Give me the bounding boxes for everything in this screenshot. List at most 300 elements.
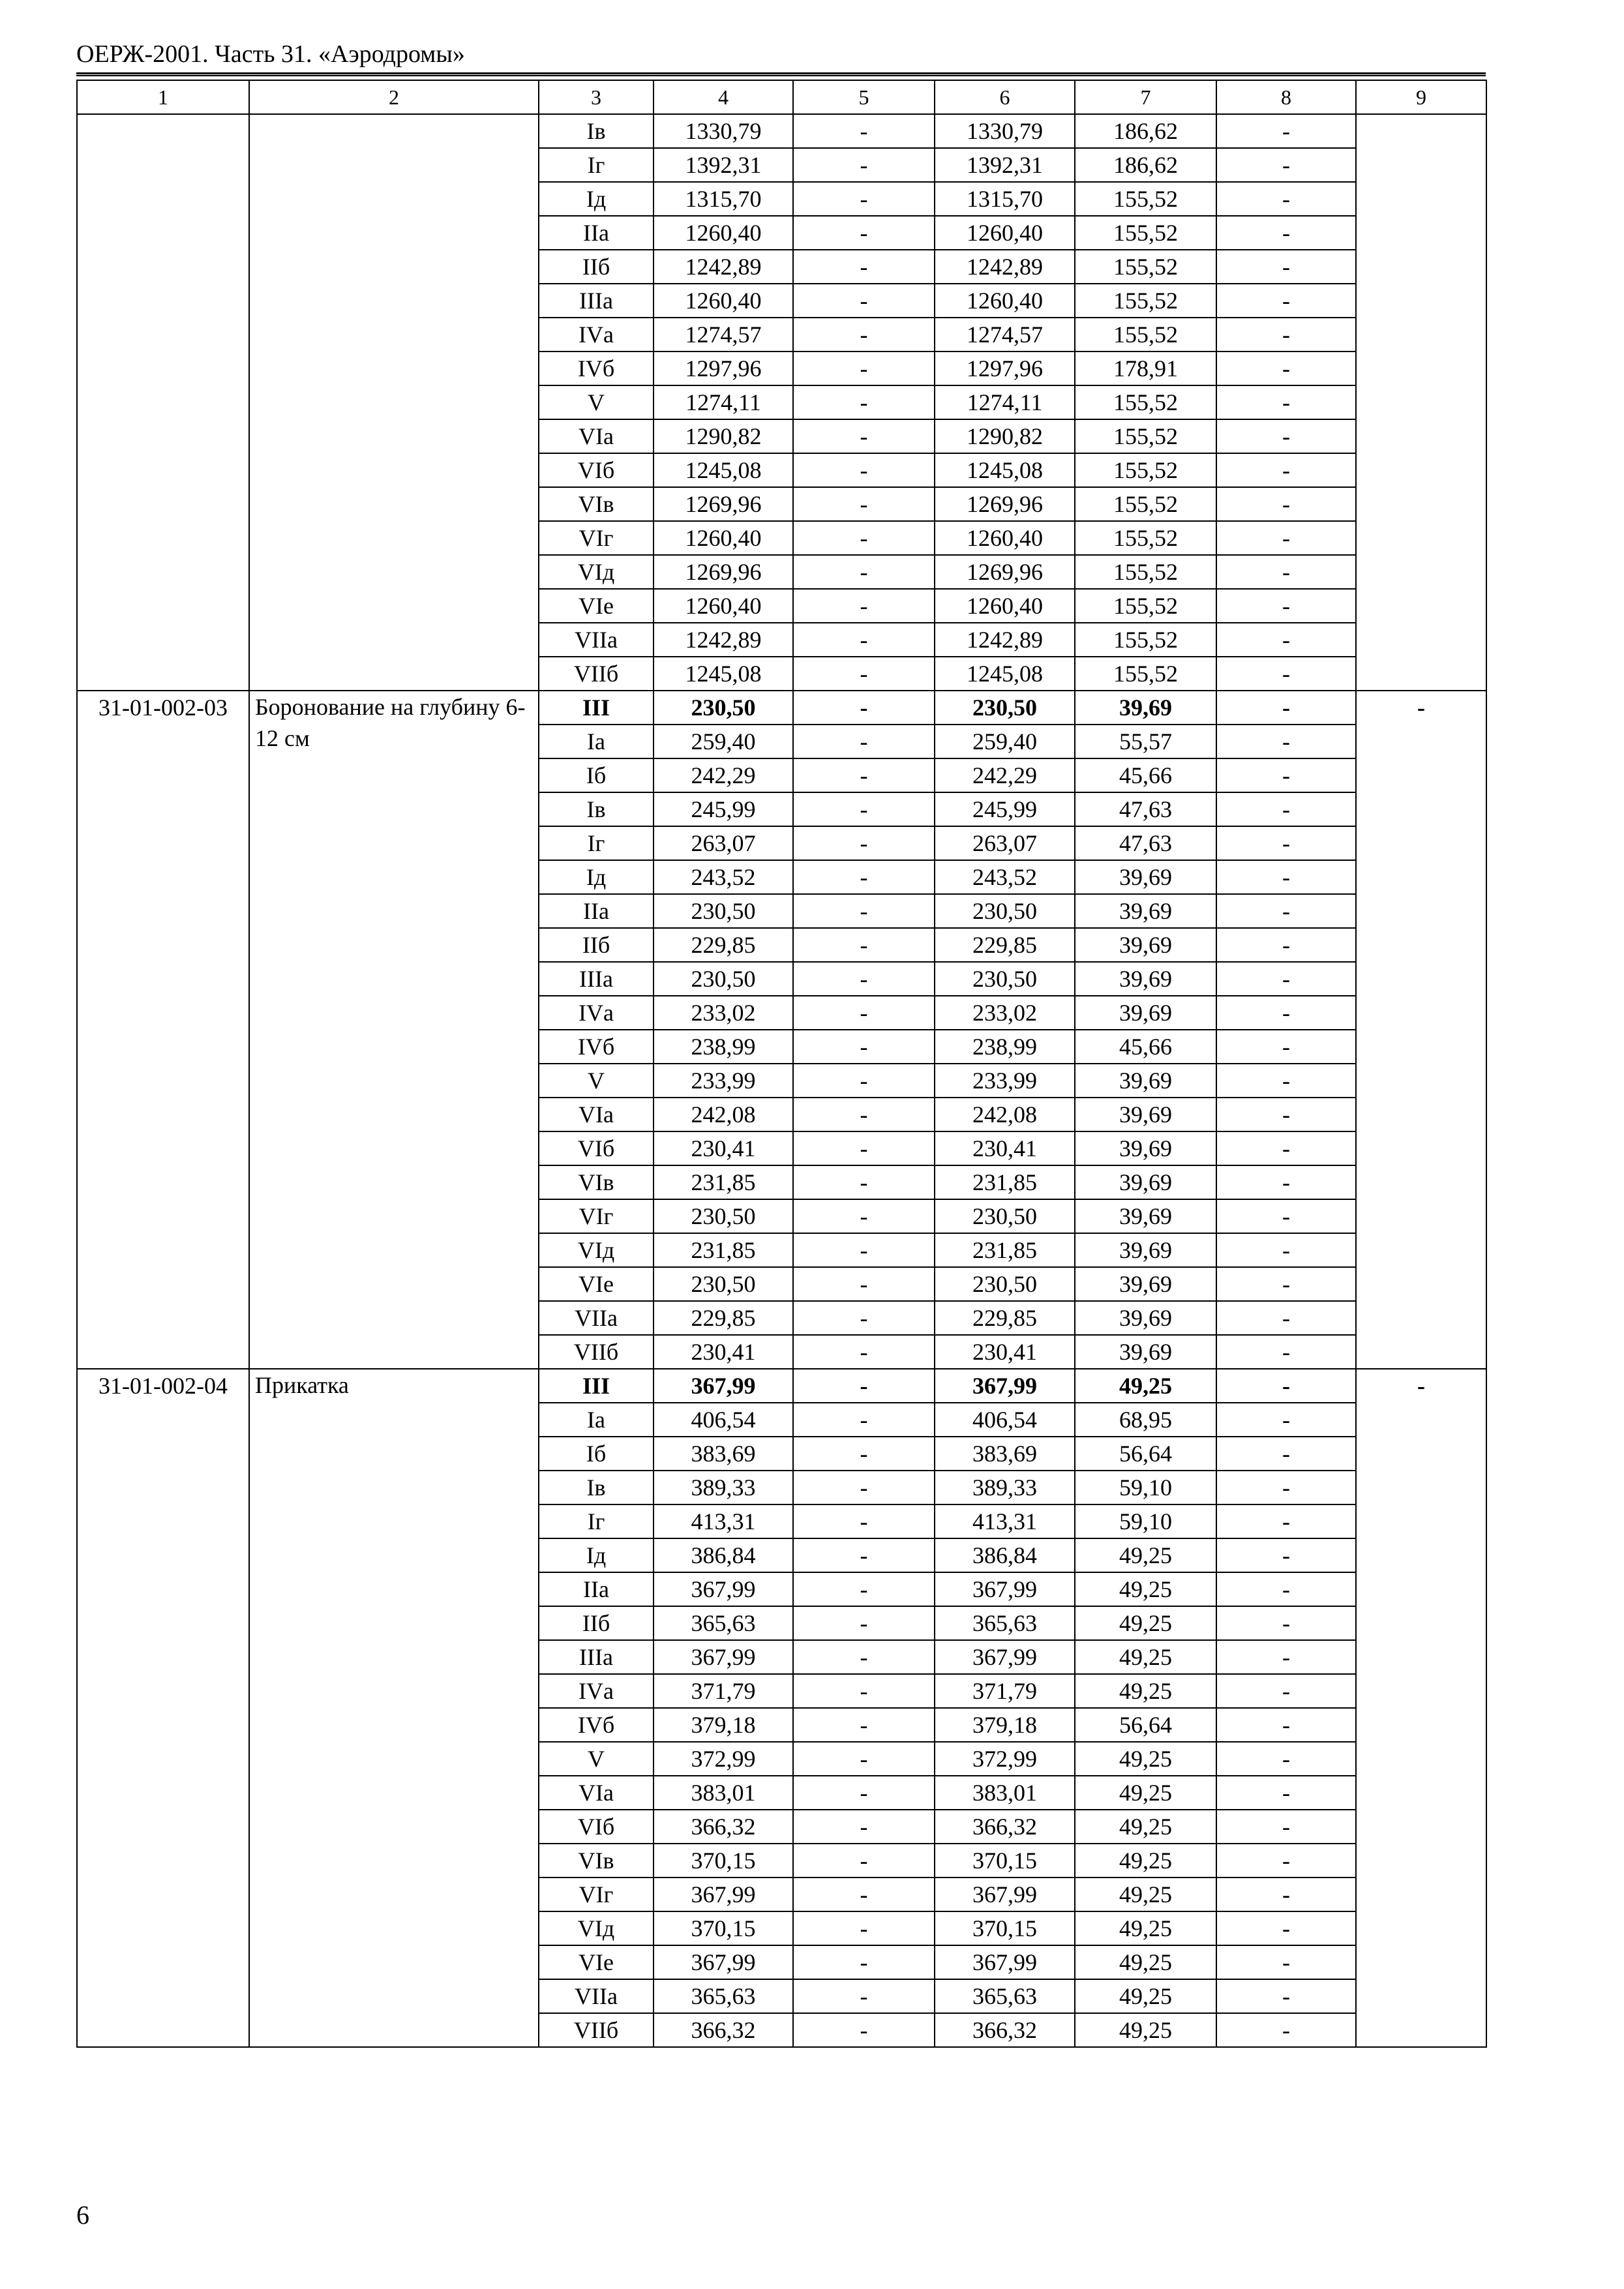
value-cell: 233,02 xyxy=(654,996,793,1030)
value-cell: - xyxy=(793,1199,935,1233)
value-cell: - xyxy=(793,894,935,928)
value-cell: 39,69 xyxy=(1075,1064,1216,1098)
value-cell: 230,50 xyxy=(654,962,793,996)
value-cell: - xyxy=(793,318,935,352)
value-cell: 242,08 xyxy=(654,1098,793,1131)
value-cell: - xyxy=(793,1878,935,1911)
zone-cell: Iб xyxy=(539,1437,654,1471)
value-cell: 1242,89 xyxy=(935,250,1075,284)
value-cell: - xyxy=(793,1572,935,1606)
value-cell: 155,52 xyxy=(1075,284,1216,318)
value-cell: - xyxy=(1216,928,1356,962)
value-cell: - xyxy=(793,148,935,182)
zone-cell: IIб xyxy=(539,250,654,284)
column-number-row xyxy=(77,80,1486,114)
value-cell: - xyxy=(1216,318,1356,352)
value-cell: 39,69 xyxy=(1075,1267,1216,1301)
value-cell: 155,52 xyxy=(1075,385,1216,419)
value-cell: 59,10 xyxy=(1075,1504,1216,1538)
value-cell: - xyxy=(1216,1674,1356,1708)
value-cell: 155,52 xyxy=(1075,589,1216,623)
zone-cell: VIб xyxy=(539,1810,654,1844)
column-header: 4 xyxy=(654,80,793,114)
column-header: 1 xyxy=(77,80,249,114)
value-cell: 39,69 xyxy=(1075,962,1216,996)
value-cell: 230,41 xyxy=(935,1335,1075,1369)
value-cell: 39,69 xyxy=(1075,928,1216,962)
table-row xyxy=(77,691,1486,725)
value-cell: 155,52 xyxy=(1075,623,1216,657)
value-cell: 1330,79 xyxy=(654,114,793,148)
rate-code-cell: 31-01-002-04 xyxy=(77,1369,249,2047)
value-cell: - xyxy=(1216,148,1356,182)
value-cell: 1260,40 xyxy=(654,284,793,318)
value-cell: - xyxy=(793,114,935,148)
page-header-title: ОЕРЖ-2001. Часть 31. «Аэродромы» xyxy=(76,40,465,68)
value-cell: - xyxy=(793,2013,935,2047)
value-cell: 155,52 xyxy=(1075,657,1216,691)
value-cell: 367,99 xyxy=(654,1878,793,1911)
zone-cell: VIа xyxy=(539,419,654,453)
value-cell: - xyxy=(793,962,935,996)
value-cell: - xyxy=(793,182,935,216)
value-cell: 155,52 xyxy=(1075,318,1216,352)
zone-cell: VIв xyxy=(539,1844,654,1878)
work-name-cell xyxy=(249,114,539,691)
value-cell: - xyxy=(793,284,935,318)
value-cell: - xyxy=(1216,1437,1356,1471)
value-cell: 389,33 xyxy=(654,1471,793,1504)
value-cell: 68,95 xyxy=(1075,1403,1216,1437)
zone-cell: IVб xyxy=(539,352,654,385)
value-cell: - xyxy=(793,928,935,962)
value-cell: - xyxy=(1216,792,1356,826)
value-cell: 49,25 xyxy=(1075,1776,1216,1810)
rates-table xyxy=(76,80,1487,2048)
value-cell: 231,85 xyxy=(654,1233,793,1267)
value-cell: - xyxy=(793,1504,935,1538)
value-cell: 367,99 xyxy=(935,1878,1075,1911)
value-cell: - xyxy=(1216,691,1356,725)
zone-cell: VIд xyxy=(539,555,654,589)
value-cell: 379,18 xyxy=(935,1708,1075,1742)
column-header: 7 xyxy=(1075,80,1216,114)
value-cell: 259,40 xyxy=(935,725,1075,758)
zone-cell: V xyxy=(539,385,654,419)
value-cell: - xyxy=(1216,1504,1356,1538)
value-cell: 1315,70 xyxy=(935,182,1075,216)
value-cell: - xyxy=(793,1369,935,1403)
value-cell: 1245,08 xyxy=(935,657,1075,691)
zone-cell: VIIа xyxy=(539,623,654,657)
zone-cell: IIIа xyxy=(539,1640,654,1674)
value-cell: 242,08 xyxy=(935,1098,1075,1131)
value-cell: 56,64 xyxy=(1075,1708,1216,1742)
value-cell: 259,40 xyxy=(654,725,793,758)
value-cell: - xyxy=(793,691,935,725)
column-header: 2 xyxy=(249,80,539,114)
value-cell: 49,25 xyxy=(1075,1945,1216,1979)
value-cell: 379,18 xyxy=(654,1708,793,1742)
value-cell: 370,15 xyxy=(654,1911,793,1945)
value-cell: 1274,11 xyxy=(935,385,1075,419)
zone-cell: VIг xyxy=(539,1878,654,1911)
value-cell: 49,25 xyxy=(1075,2013,1216,2047)
value-cell: - xyxy=(793,623,935,657)
value-cell: 413,31 xyxy=(654,1504,793,1538)
value-cell: 1290,82 xyxy=(654,419,793,453)
value-cell: 49,25 xyxy=(1075,1911,1216,1945)
value-cell: 39,69 xyxy=(1075,691,1216,725)
zone-cell: VIIа xyxy=(539,1979,654,2013)
value-cell: 1260,40 xyxy=(654,521,793,555)
value-cell: 1274,57 xyxy=(935,318,1075,352)
value-cell: - xyxy=(1216,1064,1356,1098)
value-cell: 367,99 xyxy=(654,1945,793,1979)
value-cell: 39,69 xyxy=(1075,1335,1216,1369)
value-cell: - xyxy=(793,725,935,758)
value-cell: - xyxy=(1216,1165,1356,1199)
value-cell: - xyxy=(793,1165,935,1199)
value-cell: 370,15 xyxy=(654,1844,793,1878)
value-cell: - xyxy=(1216,2013,1356,2047)
value-cell: - xyxy=(1216,894,1356,928)
zone-cell: VIб xyxy=(539,1131,654,1165)
value-cell: 39,69 xyxy=(1075,1199,1216,1233)
zone-cell: VIб xyxy=(539,453,654,487)
zone-cell: VIг xyxy=(539,521,654,555)
value-cell: - xyxy=(1216,1403,1356,1437)
value-cell: 55,57 xyxy=(1075,725,1216,758)
value-cell: - xyxy=(1216,1708,1356,1742)
zone-cell: Iд xyxy=(539,182,654,216)
column-header: 5 xyxy=(793,80,935,114)
zone-cell: IVа xyxy=(539,1674,654,1708)
value-cell: 1297,96 xyxy=(935,352,1075,385)
value-cell: - xyxy=(793,1403,935,1437)
value-cell: - xyxy=(1216,1335,1356,1369)
value-cell: 1269,96 xyxy=(654,487,793,521)
value-cell: 238,99 xyxy=(654,1030,793,1064)
value-cell: 1274,57 xyxy=(654,318,793,352)
zone-cell: VIе xyxy=(539,1267,654,1301)
value-cell: - xyxy=(793,996,935,1030)
value-cell: 155,52 xyxy=(1075,419,1216,453)
value-cell: - xyxy=(793,1437,935,1471)
value-cell: - xyxy=(793,250,935,284)
zone-cell: VIг xyxy=(539,1199,654,1233)
value-cell: - xyxy=(1216,1878,1356,1911)
value-cell: 1297,96 xyxy=(654,352,793,385)
column-header: 3 xyxy=(539,80,654,114)
zone-cell: VIв xyxy=(539,1165,654,1199)
value-cell: 233,02 xyxy=(935,996,1075,1030)
value-cell: 1242,89 xyxy=(935,623,1075,657)
value-cell: - xyxy=(793,792,935,826)
value-cell: 1269,96 xyxy=(935,555,1075,589)
zone-cell: VIе xyxy=(539,1945,654,1979)
value-cell: - xyxy=(1216,1471,1356,1504)
value-cell: - xyxy=(793,1064,935,1098)
zone-cell: Iа xyxy=(539,1403,654,1437)
value-cell: 1260,40 xyxy=(654,216,793,250)
value-cell: - xyxy=(1216,962,1356,996)
value-cell: - xyxy=(1216,1369,1356,1403)
value-cell: 1290,82 xyxy=(935,419,1075,453)
value-cell: 365,63 xyxy=(935,1979,1075,2013)
zone-cell: IIа xyxy=(539,894,654,928)
zone-cell: Iг xyxy=(539,148,654,182)
value-cell: - xyxy=(793,860,935,894)
table-row xyxy=(77,114,1486,148)
value-cell: - xyxy=(793,758,935,792)
value-cell: - xyxy=(1216,1776,1356,1810)
value-cell: - xyxy=(1216,623,1356,657)
value-cell: - xyxy=(793,1538,935,1572)
value-cell: 59,10 xyxy=(1075,1471,1216,1504)
value-cell: 49,25 xyxy=(1075,1606,1216,1640)
value-cell: - xyxy=(1216,352,1356,385)
value-cell: 39,69 xyxy=(1075,1301,1216,1335)
value-cell: - xyxy=(793,589,935,623)
value-cell: 366,32 xyxy=(935,2013,1075,2047)
value-cell: - xyxy=(1216,1572,1356,1606)
value-cell: 56,64 xyxy=(1075,1437,1216,1471)
value-cell: - xyxy=(1216,725,1356,758)
value-cell: 366,32 xyxy=(654,2013,793,2047)
value-cell: - xyxy=(1216,216,1356,250)
zone-cell: Iб xyxy=(539,758,654,792)
value-cell: - xyxy=(793,1030,935,1064)
value-cell: 365,63 xyxy=(654,1979,793,2013)
value-cell: - xyxy=(1216,1267,1356,1301)
value-cell: - xyxy=(1216,1844,1356,1878)
work-name-cell: Прикатка xyxy=(249,1369,539,2047)
value-cell: 1260,40 xyxy=(935,521,1075,555)
zone-cell: III xyxy=(539,1369,654,1403)
value-cell: 1245,08 xyxy=(654,453,793,487)
value-cell: 242,29 xyxy=(654,758,793,792)
value-cell: - xyxy=(793,1776,935,1810)
value-cell: 365,63 xyxy=(935,1606,1075,1640)
value-cell: 245,99 xyxy=(654,792,793,826)
value-cell: 231,85 xyxy=(935,1165,1075,1199)
value-cell: 230,50 xyxy=(654,1267,793,1301)
value-cell: 370,15 xyxy=(935,1911,1075,1945)
zone-cell: III xyxy=(539,691,654,725)
value-cell: - xyxy=(1216,385,1356,419)
value-cell: 1245,08 xyxy=(935,453,1075,487)
value-cell: - xyxy=(1216,250,1356,284)
value-cell: 230,50 xyxy=(935,1267,1075,1301)
value-cell: - xyxy=(793,521,935,555)
value-cell: 47,63 xyxy=(1075,792,1216,826)
column-header: 8 xyxy=(1216,80,1356,114)
value-cell: 366,32 xyxy=(654,1810,793,1844)
value-cell: - xyxy=(1216,826,1356,860)
value-cell: 39,69 xyxy=(1075,894,1216,928)
value-cell: 49,25 xyxy=(1075,1742,1216,1776)
value-cell: 49,25 xyxy=(1075,1538,1216,1572)
zone-cell: Iг xyxy=(539,826,654,860)
column-9-cell xyxy=(1356,114,1486,691)
value-cell: 230,41 xyxy=(654,1335,793,1369)
value-cell: - xyxy=(793,555,935,589)
value-cell: 383,69 xyxy=(935,1437,1075,1471)
value-cell: 243,52 xyxy=(654,860,793,894)
value-cell: - xyxy=(793,487,935,521)
value-cell: - xyxy=(1216,996,1356,1030)
value-cell: 155,52 xyxy=(1075,216,1216,250)
value-cell: 367,99 xyxy=(935,1640,1075,1674)
value-cell: - xyxy=(1216,1030,1356,1064)
value-cell: 366,32 xyxy=(935,1810,1075,1844)
value-cell: 233,99 xyxy=(935,1064,1075,1098)
value-cell: 230,41 xyxy=(654,1131,793,1165)
value-cell: 155,52 xyxy=(1075,182,1216,216)
value-cell: - xyxy=(793,385,935,419)
value-cell: 1260,40 xyxy=(935,284,1075,318)
value-cell: - xyxy=(793,826,935,860)
zone-cell: VIд xyxy=(539,1911,654,1945)
value-cell: 230,50 xyxy=(654,691,793,725)
zone-cell: IVб xyxy=(539,1708,654,1742)
value-cell: - xyxy=(793,1640,935,1674)
value-cell: 230,50 xyxy=(935,962,1075,996)
value-cell: 367,99 xyxy=(654,1369,793,1403)
value-cell: - xyxy=(1216,419,1356,453)
value-cell: - xyxy=(793,1844,935,1878)
zone-cell: VIв xyxy=(539,487,654,521)
value-cell: 386,84 xyxy=(654,1538,793,1572)
value-cell: 155,52 xyxy=(1075,555,1216,589)
value-cell: 367,99 xyxy=(935,1945,1075,1979)
value-cell: 1269,96 xyxy=(654,555,793,589)
value-cell: - xyxy=(793,1335,935,1369)
zone-cell: VIа xyxy=(539,1098,654,1131)
value-cell: 243,52 xyxy=(935,860,1075,894)
value-cell: 49,25 xyxy=(1075,1878,1216,1911)
value-cell: - xyxy=(793,1471,935,1504)
value-cell: - xyxy=(1216,1945,1356,1979)
value-cell: - xyxy=(1216,1233,1356,1267)
value-cell: 413,31 xyxy=(935,1504,1075,1538)
value-cell: 245,99 xyxy=(935,792,1075,826)
value-cell: 1392,31 xyxy=(654,148,793,182)
value-cell: - xyxy=(793,1674,935,1708)
value-cell: 230,50 xyxy=(935,894,1075,928)
value-cell: - xyxy=(793,1911,935,1945)
value-cell: 1245,08 xyxy=(654,657,793,691)
zone-cell: Iд xyxy=(539,1538,654,1572)
value-cell: - xyxy=(1216,1742,1356,1776)
value-cell: 45,66 xyxy=(1075,1030,1216,1064)
value-cell: 155,52 xyxy=(1075,250,1216,284)
value-cell: 49,25 xyxy=(1075,1640,1216,1674)
zone-cell: IIб xyxy=(539,1606,654,1640)
value-cell: 39,69 xyxy=(1075,1131,1216,1165)
value-cell: 230,50 xyxy=(935,1199,1075,1233)
zone-cell: Iд xyxy=(539,860,654,894)
zone-cell: Iа xyxy=(539,725,654,758)
value-cell: 155,52 xyxy=(1075,521,1216,555)
value-cell: 263,07 xyxy=(935,826,1075,860)
value-cell: 230,50 xyxy=(654,1199,793,1233)
value-cell: 383,01 xyxy=(935,1776,1075,1810)
value-cell: 367,99 xyxy=(935,1369,1075,1403)
value-cell: - xyxy=(793,1708,935,1742)
header-rule xyxy=(76,72,1486,76)
value-cell: - xyxy=(793,1301,935,1335)
value-cell: 49,25 xyxy=(1075,1979,1216,2013)
table-row xyxy=(77,1369,1486,1403)
value-cell: 155,52 xyxy=(1075,453,1216,487)
zone-cell: V xyxy=(539,1742,654,1776)
value-cell: - xyxy=(793,1945,935,1979)
value-cell: 229,85 xyxy=(935,1301,1075,1335)
value-cell: 229,85 xyxy=(654,1301,793,1335)
column-header: 6 xyxy=(935,80,1075,114)
value-cell: 49,25 xyxy=(1075,1810,1216,1844)
value-cell: 231,85 xyxy=(935,1233,1075,1267)
value-cell: 367,99 xyxy=(654,1640,793,1674)
value-cell: - xyxy=(1216,1538,1356,1572)
value-cell: 231,85 xyxy=(654,1165,793,1199)
value-cell: 383,01 xyxy=(654,1776,793,1810)
value-cell: - xyxy=(793,1233,935,1267)
value-cell: 39,69 xyxy=(1075,1098,1216,1131)
zone-cell: VIа xyxy=(539,1776,654,1810)
column-9-cell: - xyxy=(1356,1369,1486,2047)
zone-cell: VIе xyxy=(539,589,654,623)
value-cell: - xyxy=(793,1267,935,1301)
value-cell: - xyxy=(1216,1640,1356,1674)
zone-cell: IVб xyxy=(539,1030,654,1064)
value-cell: - xyxy=(793,352,935,385)
value-cell: 1260,40 xyxy=(935,216,1075,250)
value-cell: - xyxy=(1216,1301,1356,1335)
zone-cell: Iв xyxy=(539,792,654,826)
column-header: 9 xyxy=(1356,80,1486,114)
value-cell: - xyxy=(1216,1131,1356,1165)
zone-cell: VIIб xyxy=(539,657,654,691)
value-cell: 45,66 xyxy=(1075,758,1216,792)
value-cell: - xyxy=(1216,657,1356,691)
value-cell: 49,25 xyxy=(1075,1844,1216,1878)
value-cell: 155,52 xyxy=(1075,487,1216,521)
value-cell: - xyxy=(793,657,935,691)
value-cell: - xyxy=(1216,1098,1356,1131)
value-cell: 367,99 xyxy=(654,1572,793,1606)
value-cell: - xyxy=(793,1131,935,1165)
value-cell: - xyxy=(1216,284,1356,318)
table-body xyxy=(77,114,1486,2047)
value-cell: - xyxy=(1216,1810,1356,1844)
value-cell: 39,69 xyxy=(1075,1165,1216,1199)
value-cell: 39,69 xyxy=(1075,1233,1216,1267)
value-cell: 39,69 xyxy=(1075,860,1216,894)
value-cell: 1242,89 xyxy=(654,623,793,657)
value-cell: 406,54 xyxy=(935,1403,1075,1437)
value-cell: - xyxy=(793,419,935,453)
value-cell: 367,99 xyxy=(935,1572,1075,1606)
zone-cell: Iг xyxy=(539,1504,654,1538)
zone-cell: VIIб xyxy=(539,1335,654,1369)
value-cell: 1242,89 xyxy=(654,250,793,284)
zone-cell: Iв xyxy=(539,1471,654,1504)
value-cell: 238,99 xyxy=(935,1030,1075,1064)
value-cell: 49,25 xyxy=(1075,1572,1216,1606)
